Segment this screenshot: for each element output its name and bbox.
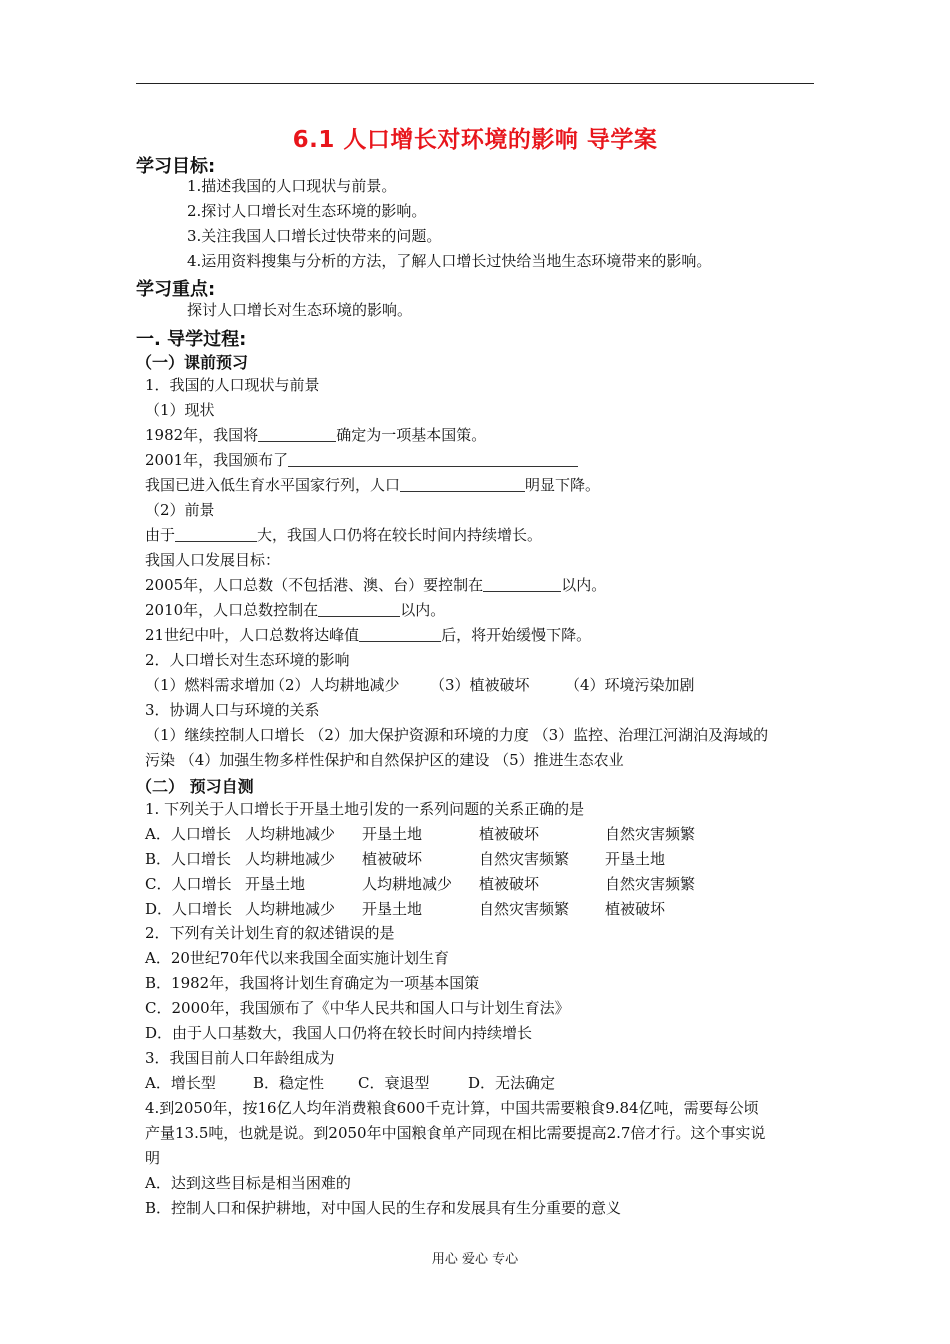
page-title: 6.1 人口增长对环境的影响 导学案 [292, 127, 658, 153]
preview-heading: （一）课前预习 [136, 353, 249, 372]
key-points-text: 探讨人口增长对生态环境的影响。 [187, 301, 413, 319]
objectives-heading: 学习目标: [136, 156, 216, 177]
selftest-heading: （二） 预习自测 [136, 777, 254, 796]
selftest-q2: 2．下列有关计划生育的叙述错误的是 [145, 924, 395, 942]
selftest-q4-line: 产量13.5吨，也就是说。到2050年中国粮食单产同现在相比需要提高2.7倍才行。这个事实说 [145, 1124, 766, 1142]
fill-blank[interactable] [400, 477, 525, 492]
q2-option-b: B．1982年，我国将计划生育确定为一项基本国策 [145, 974, 480, 992]
effects-row: （1）燃料需求增加（2）人均耕地减少 （3）植被破坏 （4）环境污染加剧 [145, 676, 695, 694]
preview-line-2010: 2010年，人口总数控制在 以内。 [145, 601, 446, 619]
selftest-q3: 3．我国目前人口年龄组成为 [145, 1049, 335, 1067]
q2-option-a: A．20世纪70年代以来我国全面实施计划生育 [145, 949, 450, 967]
preview-line-goal: 我国人口发展目标： [145, 551, 281, 569]
q2-option-c: C．2000年，我国颁布了《中华人民共和国人口与计划生育法》 [145, 999, 570, 1017]
objective-item: 4.运用资料搜集与分析的方法，了解人口增长过快给当地生态环境带来的影响。 [187, 252, 712, 270]
q1-option-d: D．人口增长 人均耕地减少 开垦土地 自然灾害频繁 植被破坏 [145, 900, 666, 918]
preview-line-base: 由于 大，我国人口仍将在较长时间内持续增长。 [145, 526, 543, 544]
fill-blank[interactable] [288, 452, 578, 467]
header-rule [136, 83, 814, 84]
preview-q3: 3．协调人口与环境的关系 [145, 701, 320, 719]
q4-option-a: A．达到这些目标是相当困难的 [145, 1174, 351, 1192]
q1-option-a: A．人口增长 人均耕地减少 开垦土地 植被破坏 自然灾害频繁 [145, 825, 696, 843]
selftest-q4-line: 明 [145, 1149, 161, 1167]
preview-line-1982: 1982年，我国将 确定为一项基本国策。 [145, 426, 487, 444]
q2-option-d: D．由于人口基数大，我国人口仍将在较长时间内持续增长 [145, 1024, 533, 1042]
process-heading: 一. 导学过程: [136, 329, 247, 350]
fill-blank[interactable] [175, 527, 257, 542]
fill-blank[interactable] [318, 602, 400, 617]
preview-s1: （1）现状 [145, 401, 215, 419]
fill-blank[interactable] [483, 577, 561, 592]
q1-option-c: C．人口增长 开垦土地 人均耕地减少 植被破坏 自然灾害频繁 [145, 875, 696, 893]
preview-s2: （2）前景 [145, 501, 215, 519]
measures-line: （1）继续控制人口增长 （2）加大保护资源和环境的力度 （3）监控、治理江河湖泊及海域的 [145, 726, 769, 744]
selftest-q1: 1. 下列关于人口增长于开垦土地引发的一系列问题的关系正确的是 [145, 800, 585, 818]
preview-q1: 1．我国的人口现状与前景 [145, 376, 320, 394]
preview-line-fertility: 我国已进入低生育水平国家行列，人口 明显下降。 [145, 476, 601, 494]
preview-line-2001: 2001年，我国颁布了 [145, 450, 578, 470]
measures-line: 污染 （4）加强生物多样性保护和自然保护区的建设 （5）推进生态农业 [145, 751, 624, 769]
objective-item: 2.探讨人口增长对生态环境的影响。 [187, 202, 427, 220]
preview-q2: 2．人口增长对生态环境的影响 [145, 651, 350, 669]
q4-option-b: B．控制人口和保护耕地，对中国人民的生存和发展具有生分重要的意义 [145, 1199, 622, 1217]
preview-line-2005: 2005年，人口总数（不包括港、澳、台）要控制在 以内。 [145, 576, 607, 594]
q3-options: A．增长型 B．稳定性 C．衰退型 D．无法确定 [145, 1074, 556, 1092]
objective-item: 3.关注我国人口增长过快带来的问题。 [187, 227, 442, 245]
fill-blank[interactable] [359, 627, 441, 642]
key-points-heading: 学习重点: [136, 279, 216, 300]
preview-line-peak: 21世纪中叶，人口总数将达峰值 后，将开始缓慢下降。 [145, 626, 592, 644]
page-footer: 用心 爱心 专心 [431, 1252, 519, 1267]
fill-blank[interactable] [258, 427, 336, 442]
selftest-q4-line: 4.到2050年，按16亿人均年消费粮食600千克计算，中国共需要粮食9.84亿吨，需要每公顷 [145, 1099, 759, 1117]
objective-item: 1.描述我国的人口现状与前景。 [187, 177, 397, 195]
q1-option-b: B．人口增长 人均耕地减少 植被破坏 自然灾害频繁 开垦土地 [145, 850, 666, 868]
